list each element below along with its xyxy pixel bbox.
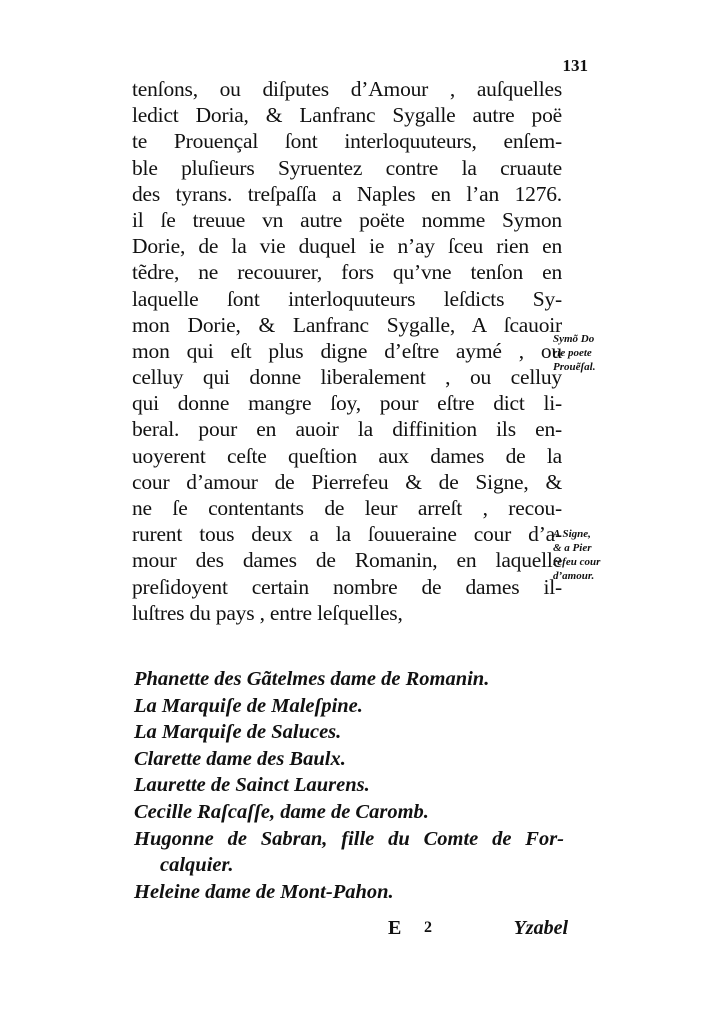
margin-note-line: A Signe, bbox=[553, 528, 591, 540]
margin-note-line: & a Pier bbox=[553, 542, 592, 554]
text-line: ble pluſieurs Syruentez contre la cruaute bbox=[132, 155, 562, 180]
text-line: cour d’amour de Pierrefeu & de Signe, & bbox=[132, 469, 562, 494]
margin-note-line: refeu cour bbox=[553, 556, 601, 568]
text-line: Dorie, de la vie duquel ie n’ay ſceu rien en bbox=[132, 234, 562, 259]
catchword: Yzabel bbox=[513, 917, 568, 939]
text-line: beral. pour en auoir la diffinition ils en- bbox=[132, 417, 562, 442]
signature-mark: E bbox=[388, 917, 402, 939]
list-item: Hugonne de Sabran, fille du Comte de For- bbox=[134, 827, 564, 850]
list-item: calquier. bbox=[160, 854, 234, 877]
text-line: rurent tous deux a la ſouueraine cour d’a- bbox=[132, 522, 562, 547]
text-line: ledict Doria, & Lanfranc Sygalle autre poë bbox=[132, 103, 562, 128]
list-item: Cecille Raſcaſſe, dame de Caromb. bbox=[134, 800, 429, 823]
text-line: mon Dorie, & Lanfranc Sygalle, A ſcauoir bbox=[132, 312, 562, 337]
text-line: te Prouençal ſont interloquuteurs, enſem- bbox=[132, 129, 562, 154]
margin-note-line: Prouẽſal. bbox=[553, 361, 596, 373]
margin-note-signe bbox=[553, 527, 633, 583]
text-line: luſtres du pays , entre leſquelles, bbox=[132, 600, 403, 625]
margin-note-symon-dorie bbox=[553, 332, 631, 374]
text-line: des tyrans. treſpaſſa a Naples en l’an 1276. bbox=[132, 181, 562, 206]
text-line: ne ſe contentants de leur arreſt , recou- bbox=[132, 496, 562, 520]
text-line: qui donne mangre ſoy, pour eſtre dict li- bbox=[132, 391, 562, 416]
list-item: La Marquiſe de Maleſpine. bbox=[134, 694, 363, 717]
margin-note-line: d’amour. bbox=[553, 570, 595, 582]
list-item: Heleine dame de Mont-Pahon. bbox=[134, 880, 394, 903]
text-line: mour des dames de Romanin, en laquelle bbox=[132, 548, 562, 573]
list-item: La Marquiſe de Saluces. bbox=[134, 721, 342, 744]
text-line: mon qui eſt plus digne d’eſtre aymé , ou bbox=[132, 338, 562, 363]
page-footer bbox=[380, 916, 568, 940]
list-item: Laurette de Sainct Laurens. bbox=[134, 774, 370, 797]
page-number: 131 bbox=[562, 56, 588, 75]
text-line: tẽdre, ne recouurer, fors qu’vne tenſon en bbox=[132, 260, 562, 285]
signature-number: 2 bbox=[424, 919, 432, 936]
text-line: tenſons, ou diſputes d’Amour , auſquelles bbox=[132, 77, 562, 101]
ladies-list bbox=[134, 666, 574, 905]
text-line: laquelle ſont interloquuteurs leſdicts Sy- bbox=[132, 286, 562, 311]
margin-note-line: rie poete bbox=[553, 347, 592, 359]
text-line: uoyerent ceſte queſtion aux dames de la bbox=[132, 443, 562, 468]
list-item: Clarette dame des Baulx. bbox=[134, 747, 346, 770]
list-item: Phanette des Gãtelmes dame de Romanin. bbox=[134, 668, 490, 690]
text-line: celluy qui donne liberalement , ou celluy bbox=[132, 365, 562, 390]
margin-note-line: Symõ Do bbox=[553, 333, 595, 345]
body-text bbox=[132, 76, 562, 626]
text-line: il ſe treuue vn autre poëte nomme Symon bbox=[132, 207, 562, 232]
text-line: preſidoyent certain nombre de dames il- bbox=[132, 574, 562, 599]
